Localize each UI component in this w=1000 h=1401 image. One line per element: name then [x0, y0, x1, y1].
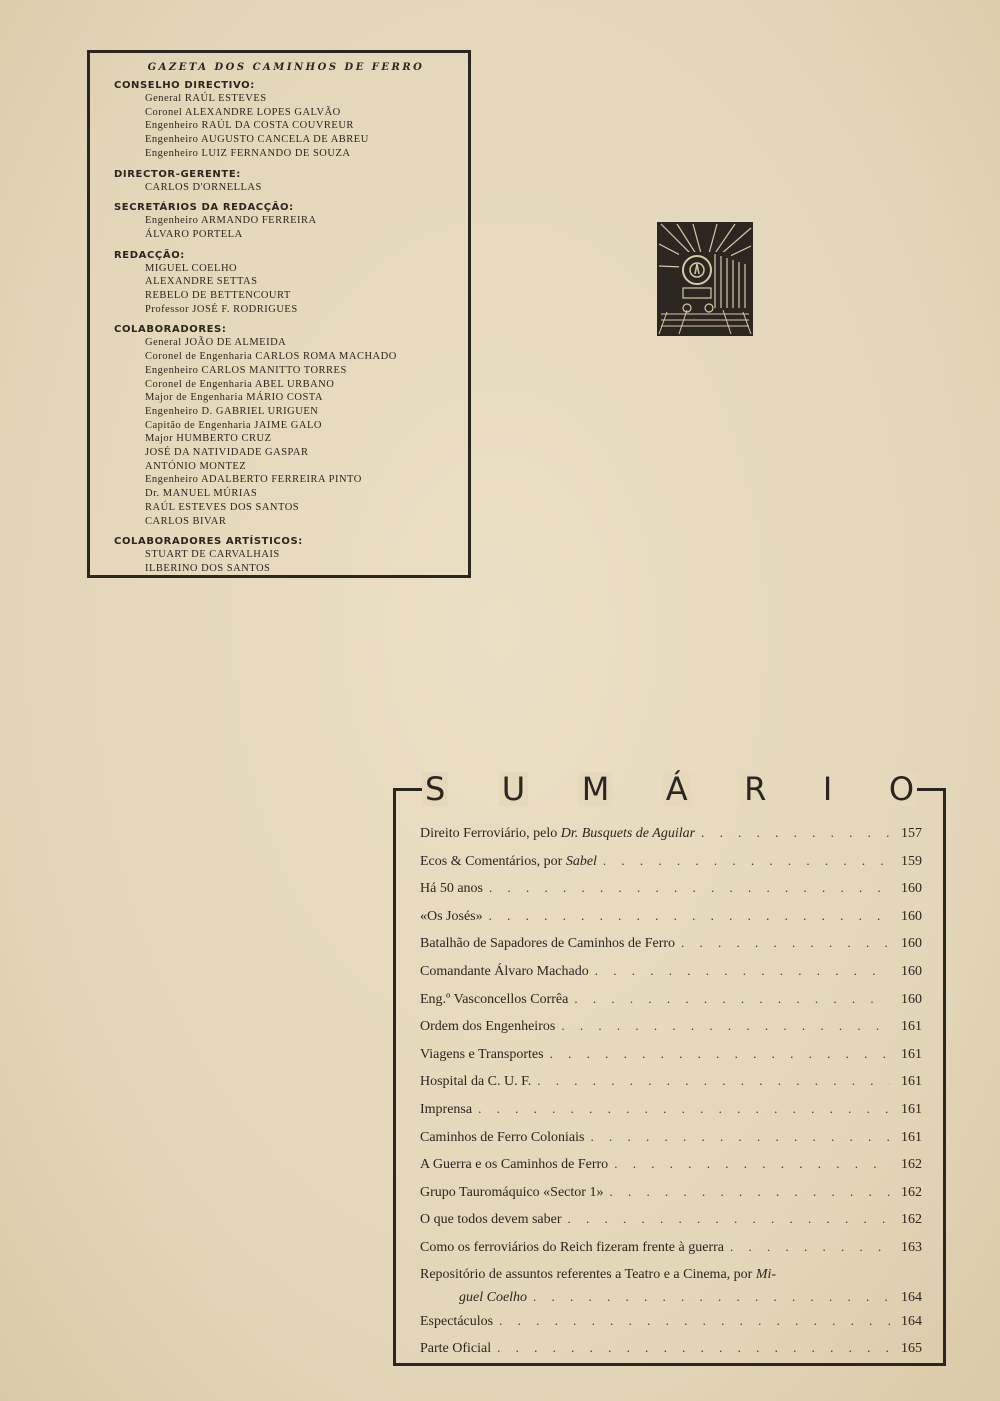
staff-member: Engenheiro RAÚL DA COSTA COUVREUR: [145, 120, 354, 132]
staff-member: Major HUMBERTO CRUZ: [145, 433, 272, 445]
toc-entry-page: 164: [901, 1289, 922, 1305]
staff-member: Engenheiro LUIZ FERNANDO DE SOUZA: [145, 147, 351, 159]
toc-entry[interactable]: [420, 1211, 922, 1239]
toc-entry-title: Grupo Tauromáquico «Sector 1»: [420, 1184, 604, 1200]
leader-dots: [609, 1184, 890, 1200]
toc-entry-title: Imprensa: [420, 1101, 473, 1117]
toc-entry[interactable]: [420, 880, 922, 908]
toc-entry-page: 157: [901, 826, 922, 841]
table-of-contents: [420, 825, 922, 1368]
toc-entry-page: 161: [901, 1129, 922, 1145]
toc-entry-title: Ordem dos Engenheiros: [420, 1019, 556, 1035]
staff-member: Coronel de Engenharia ABEL URBANO: [145, 378, 335, 390]
sumario-title-letter: U: [499, 772, 528, 806]
toc-entry-title: Viagens e Transportes: [420, 1046, 544, 1062]
leader-dots: [478, 1101, 890, 1117]
toc-entry-title: Direito Ferroviário, pelo: [420, 826, 561, 841]
staff-member: ALEXANDRE SETTAS: [145, 276, 258, 288]
toc-entry-page: 160: [901, 908, 922, 924]
toc-entry-page: 162: [901, 1157, 922, 1173]
show-through-text: [560, 50, 578, 111]
leader-dots: [595, 963, 890, 979]
staff-member: ANTÓNIO MONTEZ: [145, 460, 247, 472]
locomotive-woodcut-icon: [657, 222, 753, 336]
leader-dots: [568, 1211, 890, 1227]
leader-dots: [497, 1340, 890, 1356]
staff-section-title: CONSELHO DIRECTIVO:: [114, 80, 255, 91]
toc-entry-page: 160: [901, 963, 922, 979]
toc-entry-title: Como os ferroviários do Reich fizeram frente à guerra: [420, 1239, 724, 1255]
leader-dots: [537, 1073, 890, 1089]
toc-entry-page: 162: [901, 1184, 922, 1200]
sumario-title-letter: Á: [663, 772, 691, 806]
toc-entry[interactable]: [420, 1018, 922, 1046]
toc-entry-title: A Guerra e os Caminhos de Ferro: [420, 1157, 609, 1173]
leader-dots: [701, 825, 890, 841]
toc-entry-author: Dr. Busquets de Aguilar: [560, 826, 696, 841]
toc-entry-page: 161: [901, 1046, 922, 1062]
toc-entry-title: Comandante Álvaro Machado: [420, 963, 589, 979]
staff-member: CARLOS BIVAR: [145, 515, 227, 527]
toc-entry[interactable]: [420, 991, 922, 1019]
toc-entry[interactable]: [420, 1184, 922, 1212]
toc-entry[interactable]: [420, 963, 922, 991]
toc-entry-page: 160: [901, 936, 922, 952]
sumario-title: [393, 772, 946, 806]
staff-member: Coronel de Engenharia CARLOS ROMA MACHADO: [145, 351, 397, 363]
toc-entry-title: O que todos devem saber: [420, 1212, 562, 1228]
leader-dots: [603, 853, 890, 869]
staff-member: Dr. MANUEL MÚRIAS: [145, 488, 258, 500]
toc-entry-title: Parte Oficial: [420, 1341, 492, 1357]
sumario-title-letter: R: [741, 772, 769, 806]
sumario-title-letter: M: [579, 772, 613, 806]
toc-entry-page: 162: [901, 1212, 922, 1228]
sumario-title-letter: S: [422, 772, 448, 806]
toc-entry-page: 161: [901, 1074, 922, 1090]
toc-entry-title: Repositório de assuntos referentes a Teatro e a Cinema, por: [420, 1266, 756, 1282]
toc-entry[interactable]: [420, 1340, 922, 1368]
leader-dots: [614, 1156, 890, 1172]
toc-entry[interactable]: [420, 1046, 922, 1074]
leader-dots: [550, 1046, 890, 1062]
leader-dots: [489, 908, 890, 924]
staff-member: Engenheiro CARLOS MANITTO TORRES: [145, 364, 347, 376]
toc-entry-title: Espectáculos: [420, 1313, 494, 1329]
staff-member: Major de Engenharia MÁRIO COSTA: [145, 392, 323, 404]
staff-member: Engenheiro D. GABRIEL URIGUEN: [145, 405, 319, 417]
toc-entry-title: Eng.º Vasconcellos Corrêa: [420, 991, 569, 1007]
toc-entry-page: 163: [901, 1239, 922, 1255]
toc-entry-title: Há 50 anos: [420, 881, 483, 897]
show-through-year: [330, 570, 382, 746]
toc-entry-author: Sabel: [565, 853, 597, 869]
leader-dots: [574, 991, 890, 1007]
staff-section-title: COLABORADORES:: [114, 324, 227, 336]
leader-dots: [561, 1018, 890, 1034]
staff-member: Coronel ALEXANDRE LOPES GALVÃO: [145, 106, 341, 118]
toc-entry[interactable]: [420, 1073, 922, 1101]
toc-entry-page: 159: [901, 853, 922, 869]
toc-entry-title: Caminhos de Ferro Coloniais: [420, 1129, 585, 1145]
staff-member: Engenheiro ADALBERTO FERREIRA PINTO: [145, 474, 362, 486]
leader-dots: [591, 1129, 891, 1145]
toc-entry[interactable]: [420, 908, 922, 936]
toc-entry[interactable]: [420, 1239, 922, 1267]
toc-entry[interactable]: [420, 1129, 922, 1157]
toc-entry[interactable]: [420, 853, 922, 881]
masthead-title: GAZETA DOS CAMINHOS DE FERRO: [147, 62, 425, 73]
staff-section-title: REDACÇÃO:: [114, 249, 185, 261]
toc-entry[interactable]: [420, 935, 922, 963]
staff-member: Professor JOSÉ F. RODRIGUES: [145, 303, 298, 315]
toc-entry-title: Ecos & Comentários, por: [420, 853, 566, 869]
toc-entry-repositorio[interactable]: [420, 1267, 922, 1313]
toc-entry[interactable]: [420, 1156, 922, 1184]
toc-entry[interactable]: [420, 1313, 922, 1341]
staff-section-title: SECRETÁRIOS DA REDACÇÃO:: [114, 202, 294, 214]
toc-entry-title: «Os Josés»: [420, 908, 483, 924]
toc-entry-page: 165: [901, 1341, 922, 1357]
staff-member: RAÚL ESTEVES DOS SANTOS: [145, 501, 300, 513]
staff-sections: [114, 79, 458, 576]
toc-entry-page: 164: [901, 1313, 922, 1329]
staff-member: MIGUEL COELHO: [145, 262, 238, 274]
staff-member: STUART DE CARVALHAIS: [145, 549, 280, 561]
staff-member: Capitão de Engenharia JAIME GALO: [145, 419, 322, 431]
toc-entry-author: guel Coelho: [459, 1289, 528, 1305]
staff-section-title: DIRECTOR-GERENTE:: [114, 168, 241, 180]
leader-dots: [533, 1289, 890, 1305]
toc-entry-page: 161: [901, 1101, 922, 1117]
staff-member: JOSÉ DA NATIVIDADE GASPAR: [145, 447, 309, 459]
staff-section-title: COLABORADORES ARTÍSTICOS:: [114, 536, 303, 548]
toc-entry-page: 161: [901, 1019, 922, 1035]
leader-dots: [681, 935, 890, 951]
staff-member: General JOÃO DE ALMEIDA: [145, 337, 287, 349]
sumario-title-letter: I: [820, 772, 835, 806]
toc-entry-page: 160: [901, 881, 922, 897]
toc-entry-title: Batalhão de Sapadores de Caminhos de Ferro: [420, 936, 676, 952]
toc-entry-page: 160: [901, 991, 922, 1007]
staff-member: REBELO DE BETTENCOURT: [145, 290, 291, 302]
leader-dots: [730, 1239, 890, 1255]
toc-entry[interactable]: [420, 1101, 922, 1129]
toc-entry-title: Hospital da C. U. F.: [420, 1074, 532, 1090]
sumario-title-letter: O: [886, 772, 917, 806]
staff-member: ILBERINO DOS SANTOS: [145, 562, 271, 574]
staff-member: General RAÚL ESTEVES: [145, 93, 267, 104]
toc-entry[interactable]: [420, 825, 922, 853]
staff-masthead: [87, 50, 471, 578]
staff-member: Engenheiro ARMANDO FERREIRA: [145, 215, 317, 227]
leader-dots: [489, 880, 890, 896]
leader-dots: [499, 1313, 890, 1329]
staff-member: Engenheiro AUGUSTO CANCELA DE ABREU: [145, 134, 369, 146]
staff-member: ÁLVARO PORTELA: [145, 228, 243, 240]
toc-entry-author: Mi-: [755, 1266, 777, 1282]
staff-member: CARLOS D'ORNELLAS: [145, 181, 262, 193]
